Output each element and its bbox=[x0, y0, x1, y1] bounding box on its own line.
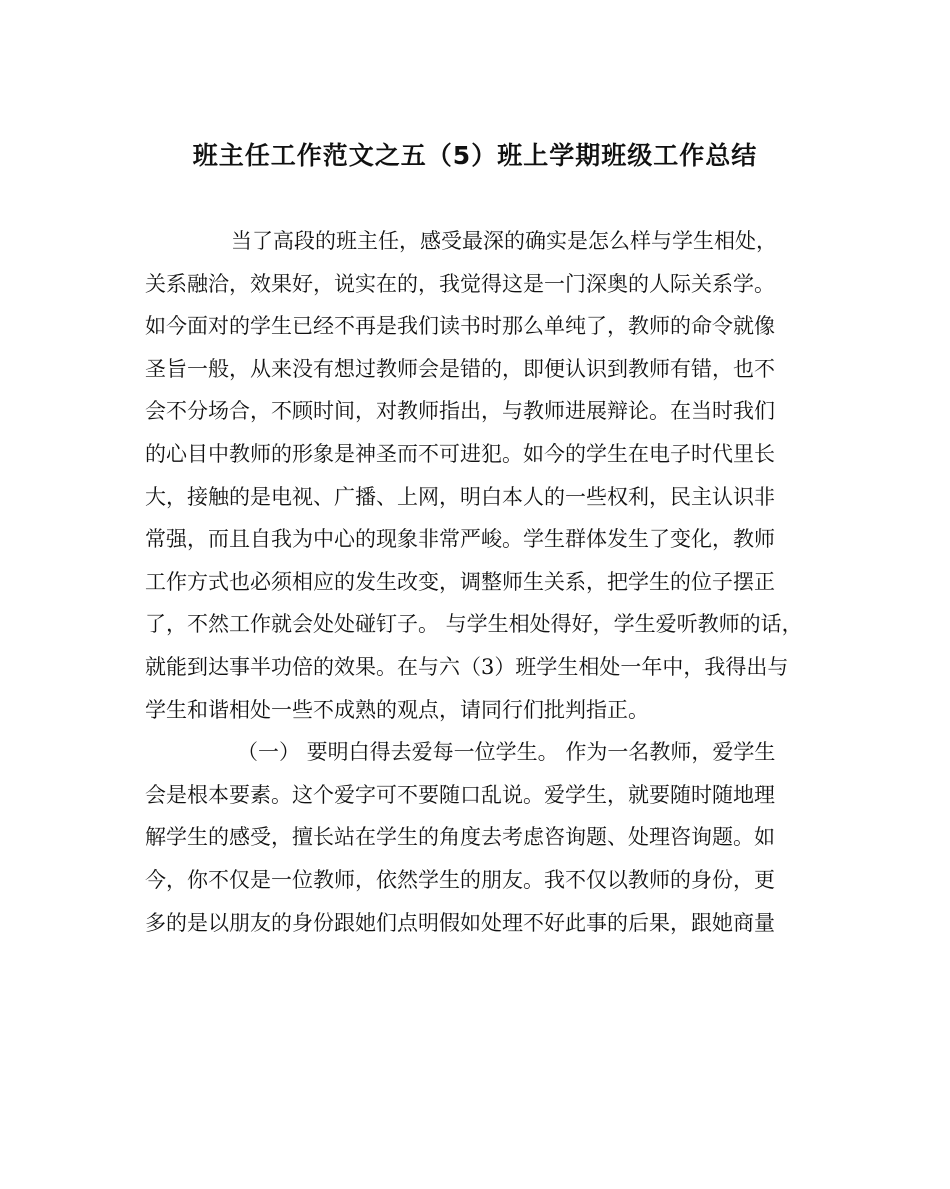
paragraph-line: 当了高段的班主任，感受最深的确实是怎么样与学生相处， bbox=[231, 229, 777, 253]
paragraph-line: 学生和谐相处一些不成熟的观点，请同行们批判指正。 bbox=[145, 697, 649, 722]
paragraph-line: 关系融洽，效果好，说实在的，我觉得这是一门深奥的人际关系学。 bbox=[145, 271, 775, 296]
document-title: 班主任工作范文之五（5）班上学期班级工作总结 bbox=[192, 141, 758, 170]
paragraph-line: 会不分场合，不顾时间，对教师指出，与教师进展辩论。在当时我们 bbox=[145, 399, 775, 424]
paragraph-line: 解学生的感受，擅长站在学生的角度去考虑咨询题、处理咨询题。如 bbox=[145, 825, 775, 850]
paragraph-line: 多的是以朋友的身份跟她们点明假如处理不好此事的后果，跟她商量 bbox=[145, 910, 775, 935]
paragraph-line: 圣旨一般，从来没有想过教师会是错的，即便认识到教师有错，也不 bbox=[145, 356, 775, 381]
paragraph-line: 如今面对的学生已经不再是我们读书时那么单纯了，教师的命令就像 bbox=[145, 314, 775, 339]
paragraph-line: 工作方式也必须相应的发生改变，调整师生关系，把学生的位子摆正 bbox=[145, 569, 775, 594]
document-body bbox=[145, 222, 835, 946]
paragraph-line: 了，不然工作就会处处碰钉子。 与学生相处得好，学生爱听教师的话， bbox=[145, 612, 803, 637]
paragraph-line: 今，你不仅是一位教师，依然学生的朋友。我不仅以教师的身份，更 bbox=[145, 867, 775, 892]
paragraph-line: （一） 要明白得去爱每一位学生。 作为一名教师，爱学生 bbox=[237, 740, 776, 765]
paragraph-line: 大，接触的是电视、广播、上网，明白本人的一些权利，民主认识非 bbox=[145, 484, 775, 509]
paragraph-line: 的心目中教师的形象是神圣而不可进犯。如今的学生在电子时代里长 bbox=[145, 441, 775, 466]
paragraph-line: 常强，而且自我为中心的现象非常严峻。学生群体发生了变化，教师 bbox=[145, 527, 775, 552]
paragraph-line: 会是根本要素。这个爱字可不要随口乱说。爱学生，就要随时随地理 bbox=[145, 782, 775, 807]
paragraph-line: 就能到达事半功倍的效果。在与六（3）班学生相处一年中，我得出与 bbox=[145, 654, 789, 679]
